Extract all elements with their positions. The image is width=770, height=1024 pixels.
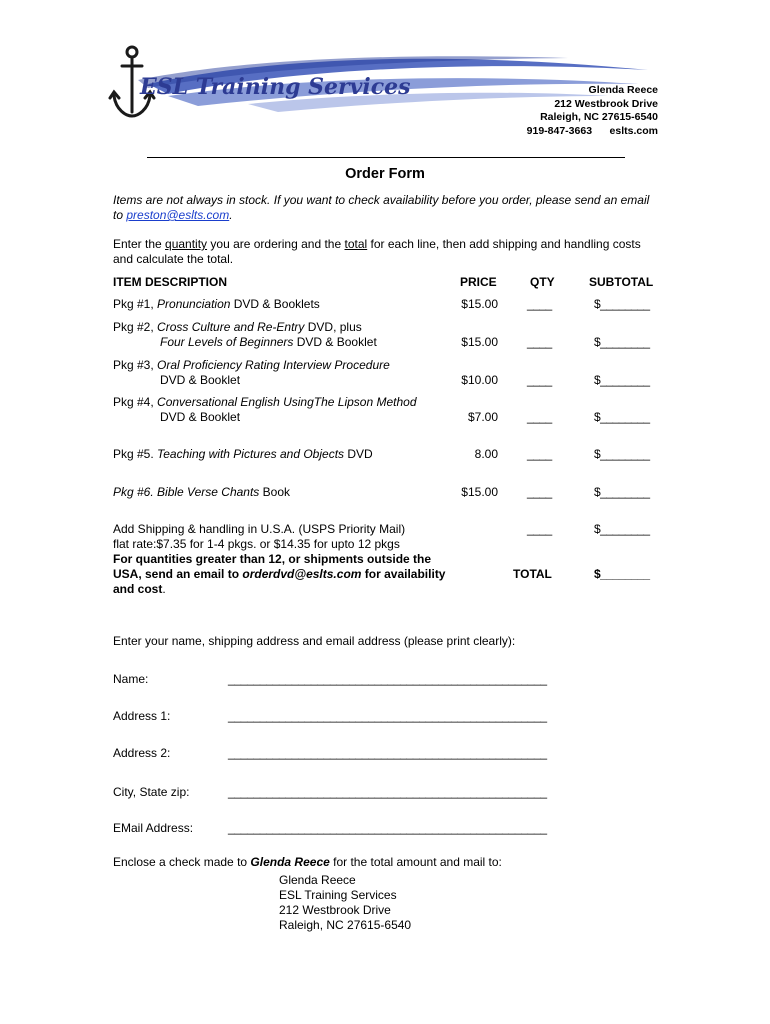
qty-field[interactable]: ____ [527,485,552,499]
mail-suffix: for the total amount and mail to: [329,855,502,869]
stock-notice-period: . [229,208,233,222]
qty-field[interactable]: ____ [527,410,552,424]
contact-phone: 919-847-3663 [526,124,593,137]
instr-part-2: you are ordering and the [207,237,345,251]
header-qty: QTY [530,275,555,289]
qty-field[interactable]: ____ [527,335,552,349]
city-state-zip-field[interactable]: __________________________________________________ [228,785,547,799]
row-title: Teaching with Pictures and Objects [157,447,345,461]
row-price: 8.00 [474,447,498,461]
row-rest: DVD [344,447,373,461]
row-rest: DVD, plus [304,320,362,334]
shipping-info [113,522,493,597]
email-field[interactable]: __________________________________________________ [228,821,547,835]
name-field[interactable]: __________________________________________________ [228,672,547,686]
total-field[interactable]: $________ [594,567,650,581]
instr-quantity: quantity [165,237,208,251]
shipping-bold-2b: for availability [361,567,446,581]
row-pkg: Pkg #2, [113,320,158,334]
total-label: TOTAL [513,567,552,581]
page-title: Order Form [345,166,425,182]
address1-label: Address 1: [113,709,171,723]
row-title: Conversational English UsingThe Lipson Method [157,395,417,409]
header-item-description: ITEM DESCRIPTION [113,275,228,289]
shipping-line-2: flat rate:$7.35 for 1-4 pkgs. or $14.35 for upto 12 pkgs [113,537,400,551]
contact-web: eslts.com [609,124,658,137]
qty-field[interactable]: ____ [527,447,552,461]
header-divider [147,157,625,158]
address2-label: Address 2: [113,746,171,760]
subtotal-field[interactable]: $________ [594,297,650,311]
orderdvd-email: orderdvd@eslts.com [242,567,362,581]
table-row [113,358,390,388]
row-pkg: Pkg #1, [113,297,158,311]
customer-prompt: Enter your name, shipping address and email address (please print clearly): [113,634,516,648]
table-row [113,447,373,462]
instr-part-3: for each line, then add shipping and handling costs and calculate the total. [113,237,641,266]
name-label: Name: [113,672,149,686]
mail-address-line: Raleigh, NC 27615-6540 [279,918,412,932]
logo-text: ESL Training Services [140,74,411,100]
table-row [113,395,417,425]
row-pkg: Pkg #6. Bible Verse Chants [113,485,260,499]
row-line2-rest: DVD & Booklet [160,373,241,387]
row-rest: DVD & Booklets [230,297,320,311]
row-title: Oral Proficiency Rating Interview Procedure [157,358,390,372]
shipping-bold-2a: USA, send an email to [113,567,243,581]
mail-address [279,873,411,933]
shipping-bold-2 [113,567,493,582]
shipping-bold-1: For quantities greater than 12, or shipments outside the [113,552,432,566]
preston-email-link[interactable]: preston@eslts.com [126,208,230,222]
stock-notice-text: Items are not always in stock. If you want to check availability before you order, please send an email to [113,193,650,222]
contact-name: Glenda Reece [588,84,658,96]
subtotal-field[interactable]: $________ [594,373,650,387]
header-subtotal: SUBTOTAL [589,275,654,289]
subtotal-field[interactable]: $________ [594,335,650,349]
mail-address-line: 212 Westbrook Drive [279,903,391,917]
mail-payee: Glenda Reece [250,855,330,869]
shipping-qty-field[interactable]: ____ [527,522,552,536]
shipping-bold-3: and cost [113,582,163,596]
row-title: Cross Culture and Re-Entry [157,320,305,334]
table-row [113,485,290,500]
table-row [113,320,377,350]
row-price: $10.00 [461,373,498,387]
instr-total: total [344,237,368,251]
instructions [113,237,658,267]
address2-field[interactable]: __________________________________________________ [228,746,547,760]
row-line2-rest: DVD & Booklet [293,335,377,349]
row-rest: Book [259,485,290,499]
mail-address-line: ESL Training Services [279,888,397,902]
row-pkg: Pkg #5. [113,447,158,461]
email-label: EMail Address: [113,821,194,835]
row-price: $7.00 [467,410,498,424]
subtotal-field[interactable]: $________ [594,447,650,461]
row-line2-title: Four Levels of Beginners [160,335,294,349]
city-state-zip-label: City, State zip: [113,785,190,799]
shipping-line-1: Add Shipping & handling in U.S.A. (USPS Priority Mail) [113,522,406,536]
qty-field[interactable]: ____ [527,297,552,311]
shipping-subtotal-field[interactable]: $________ [594,522,650,536]
row-pkg: Pkg #3, [113,358,158,372]
row-pkg: Pkg #4, [113,395,158,409]
row-price: $15.00 [461,335,498,349]
contact-street: 212 Westbrook Drive [554,97,658,110]
shipping-bold-3-end: . [162,582,166,596]
mail-address-line: Glenda Reece [279,873,356,887]
row-price: $15.00 [461,485,498,499]
row-line2-rest: DVD & Booklet [160,410,241,424]
mail-instructions [113,855,502,870]
contact-city: Raleigh, NC 27615-6540 [540,111,658,123]
stock-notice [113,193,658,223]
instr-part-1: Enter the [113,237,166,251]
row-title: Pronunciation [157,297,231,311]
subtotal-field[interactable]: $________ [594,485,650,499]
address1-field[interactable]: __________________________________________________ [228,709,547,723]
row-price: $15.00 [461,297,498,311]
header-price: PRICE [460,275,497,289]
mail-prefix: Enclose a check made to [113,855,251,869]
table-row [113,297,320,312]
qty-field[interactable]: ____ [527,373,552,387]
subtotal-field[interactable]: $________ [594,410,650,424]
contact-block [527,84,658,138]
